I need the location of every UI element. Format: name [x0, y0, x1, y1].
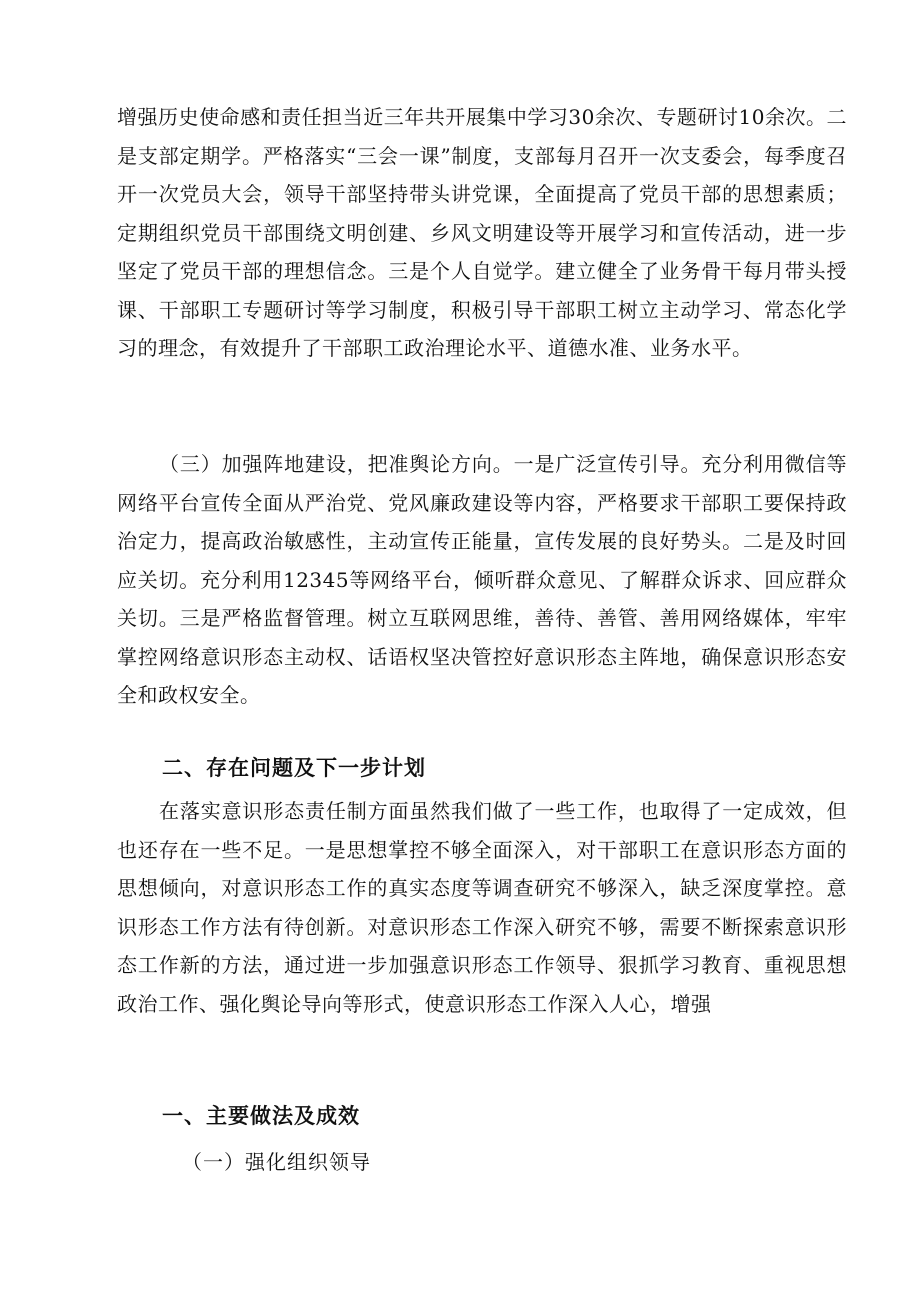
- paragraph-problems: 在落实意识形态责任制方面虽然我们做了一些工作，也取得了一定成效，但也还存在一些不足。一是思想掌控不够全面深入，对干部职工在意识形态方面的思想倾向，对意识形态工作的真实态度等调查研究不够深入，缺乏深度掌控。意识形态工作方法有待创新。对意识形态工作深入研究不够，需要不断探索意识形态工作新的方法，通过进一步加强意识形态工作领导、狠抓学习教育、重视思想政治工作、强化舆论导向等形式，使意识形态工作深入人心，增强: [117, 799, 847, 1016]
- section-heading-problems-plan: 二、存在问题及下一步计划: [162, 756, 426, 780]
- paragraph-position-building: （三）加强阵地建设，把准舆论方向。一是广泛宣传引导。充分利用微信等网络平台宣传全面从严治党、党风廉政建设等内容，严格要求干部职工要保持政治定力，提高政治敏感性，主动宣传正能量，宣传发展的良好势头。二是及时回应关切。充分利用12345等网络平台，倾听群众意见、了解群众诉求、回应群众关切。三是严格监督管理。树立互联网思维，善待、善管、善用网络媒体，牢牢掌控网络意识形态主动权、话语权坚决管控好意识形态主阵地，确保意识形态安全和政权安全。: [117, 452, 847, 707]
- subheading-organization-leadership: （一）强化组织领导: [182, 1150, 371, 1174]
- section-heading-main-practices: 一、主要做法及成效: [162, 1104, 360, 1128]
- paragraph-study-measures: 增强历史使命感和责任担当近三年共开展集中学习30余次、专题研讨10余次。二是支部定期学。严格落实“三会一课”制度，支部每月召开一次支委会，每季度召开一次党员大会，领导干部坚持带头讲党课，全面提高了党员干部的思想素质；定期组织党员干部围绕文明创建、乡风文明建设等开展学习和宣传活动，进一步坚定了党员干部的理想信念。三是个人自觉学。建立健全了业务骨干每月带头授课、干部职工专题研讨等学习制度，积极引导干部职工树立主动学习、常态化学习的理念，有效提升了干部职工政治理论水平、道德水准、业务水平。: [117, 105, 847, 360]
